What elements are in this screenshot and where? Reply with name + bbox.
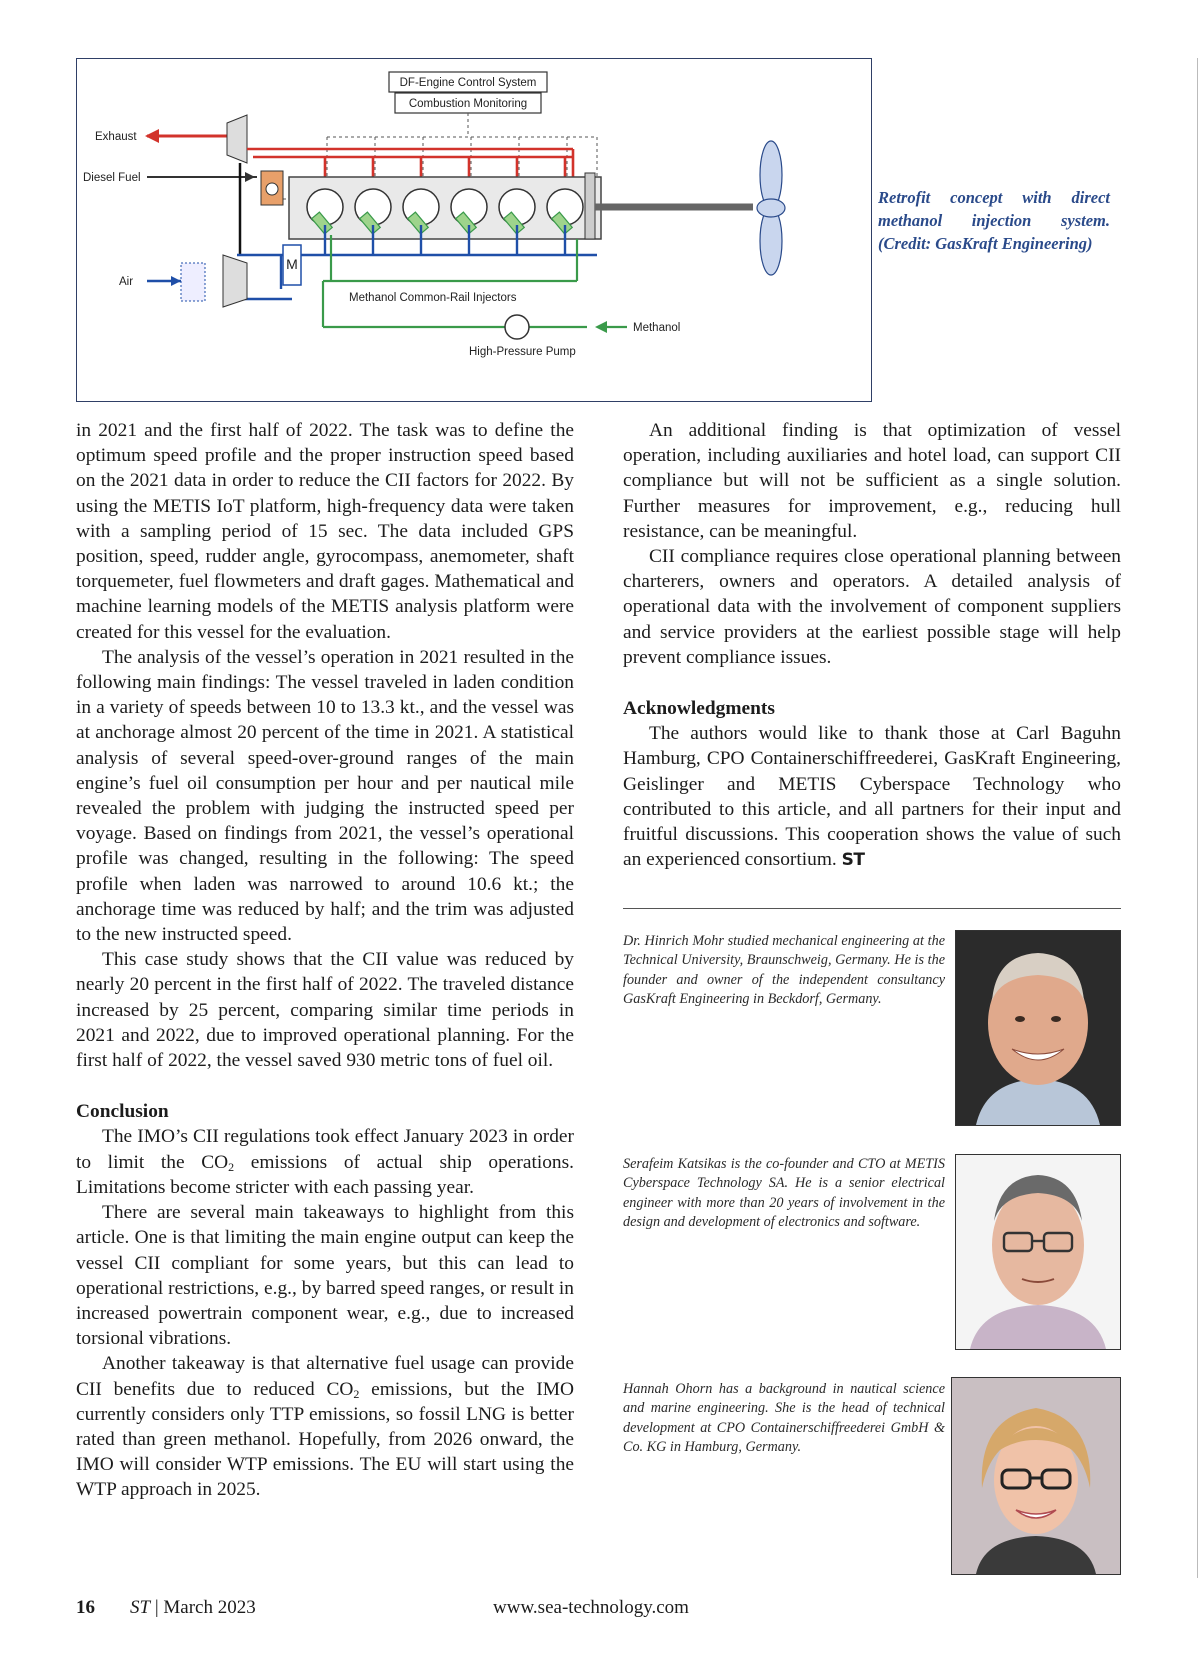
left-paragraph-1: in 2021 and the first half of 2022. The task was to define the optimum speed profile and the proper instruction speed based on the 2021 data in order to reduce the CII factors for 2022. By using the METIS IoT platform, high-frequency data were taken with a sampling period of 15 sec. The data included GPS position, speed, rudder angle, gyrocompass, anemometer, shaft torquemeter, fuel flowmeters and draft gages. Mathematical and machine learning models of the METIS analysis platform were created for this vessel for the evaluation.	[76, 420, 574, 643]
conclusion-text-b: emissions of actual ship operations. Limitations become stricter with each passing year.	[76, 1151, 574, 1198]
magazine-issue	[130, 1596, 256, 1620]
air-arrow-icon	[171, 276, 181, 286]
conclusion-text-a: The IMO’s CII regulations took effect January 2023 in order to limit the CO	[76, 1126, 574, 1173]
diesel-fuel-label: Diesel Fuel	[83, 172, 141, 184]
left-paragraph-3: This case study shows that the CII value was reduced by nearly 20 percent in the first half of 2022. The traveled distance increased by 25 percent, comparing similar time periods in 2021 and 2022, due to improved operational planning. For the first half of 2022, the vessel saved 930 metric tons of fuel oil.	[76, 949, 574, 1072]
air-filter	[181, 263, 205, 301]
exhaust-arrow-icon	[145, 129, 159, 143]
left-column	[76, 418, 574, 1503]
section-gap	[76, 1073, 574, 1099]
control-system-label: DF-Engine Control System	[399, 77, 537, 89]
exhaust-label: Exhaust	[95, 131, 137, 143]
acknowledgments-paragraph	[623, 721, 1121, 873]
portrait-katsikas-icon	[956, 1155, 1120, 1349]
magazine-name: ST	[130, 1597, 151, 1618]
page-edge-rule	[1197, 58, 1198, 1578]
website-url: www.sea-technology.com	[493, 1597, 689, 1618]
co2-subscript-2: 2	[353, 1386, 360, 1401]
acknowledgments-heading: Acknowledgments	[623, 698, 775, 720]
right-paragraph-2: CII compliance requires close operational planning between charterers, owners and operators. A detailed analysis of operational data with the involvement of component suppliers and service providers at the earliest possible stage will help prevent compliance issues.	[623, 546, 1121, 668]
acknowledgments-text: The authors would like to thank those at Carl Baguhn Hamburg, CPO Containerschiffreederei, GasKraft Engineering, Geislinger and METIS Cyberspace Technology who contributed to this article, and all partners for their input and fruitful discussions. This cooperation shows the value of such an experienced consortium.	[623, 723, 1121, 871]
section-gap-right	[623, 670, 1121, 696]
pump-label: High-Pressure Pump	[469, 346, 576, 358]
flywheel-shape	[585, 173, 595, 239]
conclusion-paragraph-2: There are several main takeaways to highlight from this article. One is that limiting the main engine output can keep the vessel CII compliant for some years, but this can lead to operational restrictions, e.g., by barred speed ranges, or result in increased powertrain component wear, e.g., due to increased torsional vibrations.	[76, 1202, 574, 1350]
page-number: 16	[76, 1597, 95, 1618]
photo-hinrich-mohr	[955, 930, 1121, 1126]
intercooler-m-label: M	[286, 256, 298, 272]
portrait-mohr-icon	[956, 931, 1120, 1125]
diesel-arrow-icon	[245, 172, 255, 182]
engine-diagram-figure	[76, 58, 872, 402]
bio-divider	[623, 908, 1121, 909]
co2-subscript: 2	[228, 1159, 235, 1174]
right-paragraph-1: An additional finding is that optimization of vessel operation, including auxiliaries and hotel load, can support CII compliance but will not be sufficient as a single solution. Further measures for improvement, e.g., reducing hull resistance, can be meaningful.	[623, 420, 1121, 542]
conclusion-3-text-b: emissions, but the IMO currently considers only TTP emissions, so fossil LNG is better rated than green methanol. Hopefully, from 2026 onward, the IMO will consider WTP emissions. The EU will start using the WTP approach in 2025.	[76, 1378, 574, 1501]
engine-schematic	[77, 59, 871, 401]
conclusion-3-text-a: Another takeaway is that alternative fuel usage can provide CII benefits due to reduced CO	[76, 1353, 574, 1400]
photo-hannah-ohorn	[951, 1377, 1121, 1575]
methanol-arrow-icon	[595, 321, 607, 333]
photo-serafeim-katsikas	[955, 1154, 1121, 1350]
portrait-ohorn-icon	[952, 1378, 1120, 1574]
combustion-monitoring-label: Combustion Monitoring	[408, 98, 528, 110]
conclusion-paragraph-3	[76, 1351, 574, 1502]
conclusion-paragraph-1	[76, 1124, 574, 1200]
turbine-shape	[227, 115, 247, 163]
st-end-mark: ST	[841, 850, 865, 871]
methanol-label: Methanol	[633, 322, 681, 334]
injectors-label: Methanol Common-Rail Injectors	[349, 292, 517, 304]
bio-mohr: Dr. Hinrich Mohr studied mechanical engineering at the Technical University, Braunschweig, Germany. He is the founder and owner of the independent consultancy GasKraft Engineering in Beckdorf, Germany.	[623, 933, 945, 1008]
high-pressure-pump-icon	[505, 315, 529, 339]
air-label: Air	[119, 276, 134, 288]
diesel-pump-circle	[266, 183, 278, 195]
methanol-lines	[323, 235, 587, 327]
propeller-icon	[757, 141, 785, 275]
conclusion-heading: Conclusion	[76, 1101, 169, 1123]
compressor-shape	[223, 255, 247, 307]
bio-ohorn: Hannah Ohorn has a background in nautical science and marine engineering. She is the head of technical development at CPO Containerschiffreederei GmbH & Co. KG in Hamburg, Germany.	[623, 1381, 945, 1456]
issue-date: | March 2023	[154, 1597, 256, 1618]
bio-katsikas: Serafeim Katsikas is the co-founder and CTO at METIS Cyberspace Technology SA. He is a senior electrical engineer with more than 20 years of involvement in the design and development of electronics and software.	[623, 1156, 945, 1231]
figure-caption: Retrofit concept with direct methanol injection system. (Credit: GasKraft Engineering)	[878, 188, 1110, 253]
left-paragraph-2: The analysis of the vessel’s operation in 2021 resulted in the following main findings: The vessel traveled in laden condition in a variety of speeds between 10 to 13.3 kt., and the vessel was at anchorage almost 20 percent of the time in 2021. A statistical analysis of several speed-over-ground ranges of the main engine’s fuel oil consumption per hour and per nautical mile revealed the problem with judging the instructed speed per voyage. Based on findings from 2021, the vessel’s operational profile was changed, resulting in the following: The speed profile when laden was narrowed to around 10.6 kt.; the anchorage time was reduced by half; and the trim was adjusted to the new instructed speed.	[76, 646, 574, 946]
right-column	[623, 418, 1121, 873]
